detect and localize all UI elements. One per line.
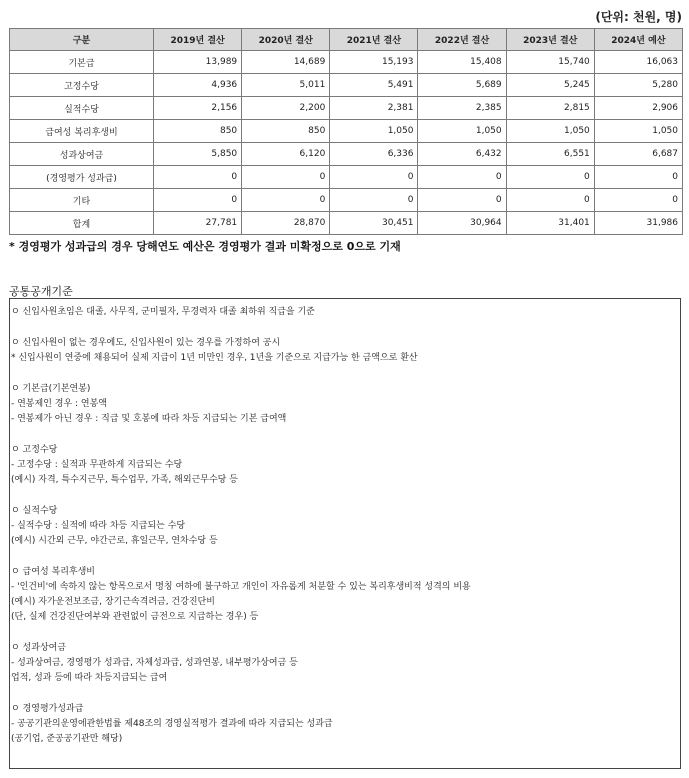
note-line: (예시) 자격, 특수지근무, 특수업무, 가족, 해외근무수당 등	[11, 475, 238, 485]
table-cell: 850	[242, 120, 330, 143]
table-cell: 0	[154, 189, 242, 212]
footnote: * 경영평가 성과급의 경우 당해연도 예산은 경영평가 결과 미확정으로 0으로 기재	[9, 240, 401, 253]
note-line: - 성과상여금, 경영평가 성과급, 자체성과급, 성과연봉, 내부평가상여금 등	[11, 658, 298, 668]
note-line: ㅇ 신입사원초임은 대졸, 사무직, 군미필자, 무경력자 대졸 최하위 직급을 기준	[11, 307, 315, 317]
table-cell: 2,200	[242, 97, 330, 120]
table-cell: 2,381	[330, 97, 418, 120]
table-row	[10, 189, 683, 212]
table-cell: 4,936	[154, 74, 242, 97]
row-label: (경영평가 성과급)	[10, 166, 154, 189]
table-cell: 0	[594, 166, 682, 189]
table-cell: 15,408	[418, 51, 506, 74]
note-line: ㅇ 기본급(기본연봉)	[11, 384, 91, 394]
table-cell: 0	[418, 189, 506, 212]
table-cell: 6,432	[418, 143, 506, 166]
row-label: 합계	[10, 212, 154, 235]
column-header: 2023년 결산	[506, 29, 594, 51]
table-cell: 28,870	[242, 212, 330, 235]
table-cell: 6,336	[330, 143, 418, 166]
note-block	[11, 382, 680, 427]
table-cell: 6,120	[242, 143, 330, 166]
column-header: 구분	[10, 29, 154, 51]
table-cell: 5,689	[418, 74, 506, 97]
table-cell: 5,491	[330, 74, 418, 97]
salary-table	[9, 28, 683, 235]
table-body	[10, 51, 683, 235]
table-cell: 13,989	[154, 51, 242, 74]
table-row	[10, 97, 683, 120]
note-line: 업적, 성과 등에 따라 차등지급되는 급여	[11, 673, 168, 683]
table-cell: 2,156	[154, 97, 242, 120]
table-cell: 30,451	[330, 212, 418, 235]
column-header: 2024년 예산	[594, 29, 682, 51]
note-line: (공기업, 준공공기관만 해당)	[11, 734, 123, 744]
table-cell: 15,740	[506, 51, 594, 74]
table-cell: 15,193	[330, 51, 418, 74]
table-cell: 5,245	[506, 74, 594, 97]
note-line: - '인건비'에 속하지 않는 항목으로서 명칭 여하에 불구하고 개인이 자유롭게 처분할 수 있는 복리후생비적 성격의 비용	[11, 582, 471, 592]
table-cell: 27,781	[154, 212, 242, 235]
table-cell: 6,687	[594, 143, 682, 166]
disclosure-criteria-box	[9, 298, 681, 769]
note-line: ㅇ 급여성 복리후생비	[11, 567, 95, 577]
note-line: (예시) 시간외 근무, 야간근로, 휴일근무, 연차수당 등	[11, 536, 218, 546]
table-cell: 31,401	[506, 212, 594, 235]
table-cell: 0	[242, 166, 330, 189]
table-cell: 0	[418, 166, 506, 189]
table-cell: 1,050	[506, 120, 594, 143]
note-line: - 고정수당 : 실적과 무관하게 지급되는 수당	[11, 460, 183, 470]
row-label: 고정수당	[10, 74, 154, 97]
table-row	[10, 120, 683, 143]
row-label: 실적수당	[10, 97, 154, 120]
table-cell: 5,850	[154, 143, 242, 166]
note-line: ㅇ 고정수당	[11, 445, 58, 455]
table-cell: 30,964	[418, 212, 506, 235]
table-cell: 2,385	[418, 97, 506, 120]
note-line: ㅇ 성과상여금	[11, 643, 67, 653]
table-cell: 850	[154, 120, 242, 143]
unit-label: (단위: 천원, 명)	[595, 10, 682, 24]
table-cell: 5,011	[242, 74, 330, 97]
note-line: - 연봉제가 아닌 경우 : 직급 및 호봉에 따라 차등 지급되는 기본 급여액	[11, 414, 287, 424]
section-title: 공통공개기준	[9, 285, 73, 298]
column-header: 2022년 결산	[418, 29, 506, 51]
row-label: 기본급	[10, 51, 154, 74]
column-header: 2020년 결산	[242, 29, 330, 51]
note-line: * 신입사원이 연중에 채용되어 실제 지급이 1년 미만인 경우, 1년을 기준으로 지급가능 한 금액으로 환산	[11, 353, 418, 363]
table-cell: 31,986	[594, 212, 682, 235]
table-cell: 6,551	[506, 143, 594, 166]
table-row	[10, 51, 683, 74]
table-cell: 0	[330, 189, 418, 212]
note-block	[11, 336, 680, 366]
table-row	[10, 74, 683, 97]
table-cell: 14,689	[242, 51, 330, 74]
table-header-row	[10, 29, 683, 51]
note-block	[11, 565, 680, 625]
table-cell: 2,815	[506, 97, 594, 120]
table-cell: 0	[330, 166, 418, 189]
table-cell: 1,050	[330, 120, 418, 143]
table-row	[10, 212, 683, 235]
note-line: - 공공기관의운영에관한법률 제48조의 경영실적평가 결과에 따라 지급되는 성과급	[11, 719, 333, 729]
table-row	[10, 166, 683, 189]
row-label: 성과상여금	[10, 143, 154, 166]
note-line: ㅇ 신입사원이 없는 경우에도, 신입사원이 있는 경우를 가정하여 공시	[11, 338, 281, 348]
table-cell: 5,280	[594, 74, 682, 97]
column-header: 2019년 결산	[154, 29, 242, 51]
table-cell: 0	[506, 166, 594, 189]
column-header: 2021년 결산	[330, 29, 418, 51]
table-cell: 1,050	[594, 120, 682, 143]
table-row	[10, 143, 683, 166]
table-cell: 0	[506, 189, 594, 212]
table-cell: 0	[242, 189, 330, 212]
note-line: ㅇ 경영평가성과급	[11, 704, 84, 714]
row-label: 급여성 복리후생비	[10, 120, 154, 143]
note-line: ㅇ 실적수당	[11, 506, 58, 516]
table-cell: 1,050	[418, 120, 506, 143]
table-cell: 0	[154, 166, 242, 189]
note-line: - 연봉제인 경우 : 연봉액	[11, 399, 107, 409]
note-block	[11, 305, 680, 320]
note-block	[11, 504, 680, 549]
table-cell: 2,906	[594, 97, 682, 120]
row-label: 기타	[10, 189, 154, 212]
note-line: (예시) 자가운전보조금, 장기근속격려금, 건강진단비	[11, 597, 215, 607]
note-line: (단, 실제 건강진단여부와 관련없이 금전으로 지급하는 경우) 등	[11, 612, 259, 622]
table-cell: 16,063	[594, 51, 682, 74]
note-block	[11, 641, 680, 686]
note-block	[11, 443, 680, 488]
note-block	[11, 702, 680, 747]
note-line: - 실적수당 : 실적에 따라 차등 지급되는 수당	[11, 521, 186, 531]
table-cell: 0	[594, 189, 682, 212]
